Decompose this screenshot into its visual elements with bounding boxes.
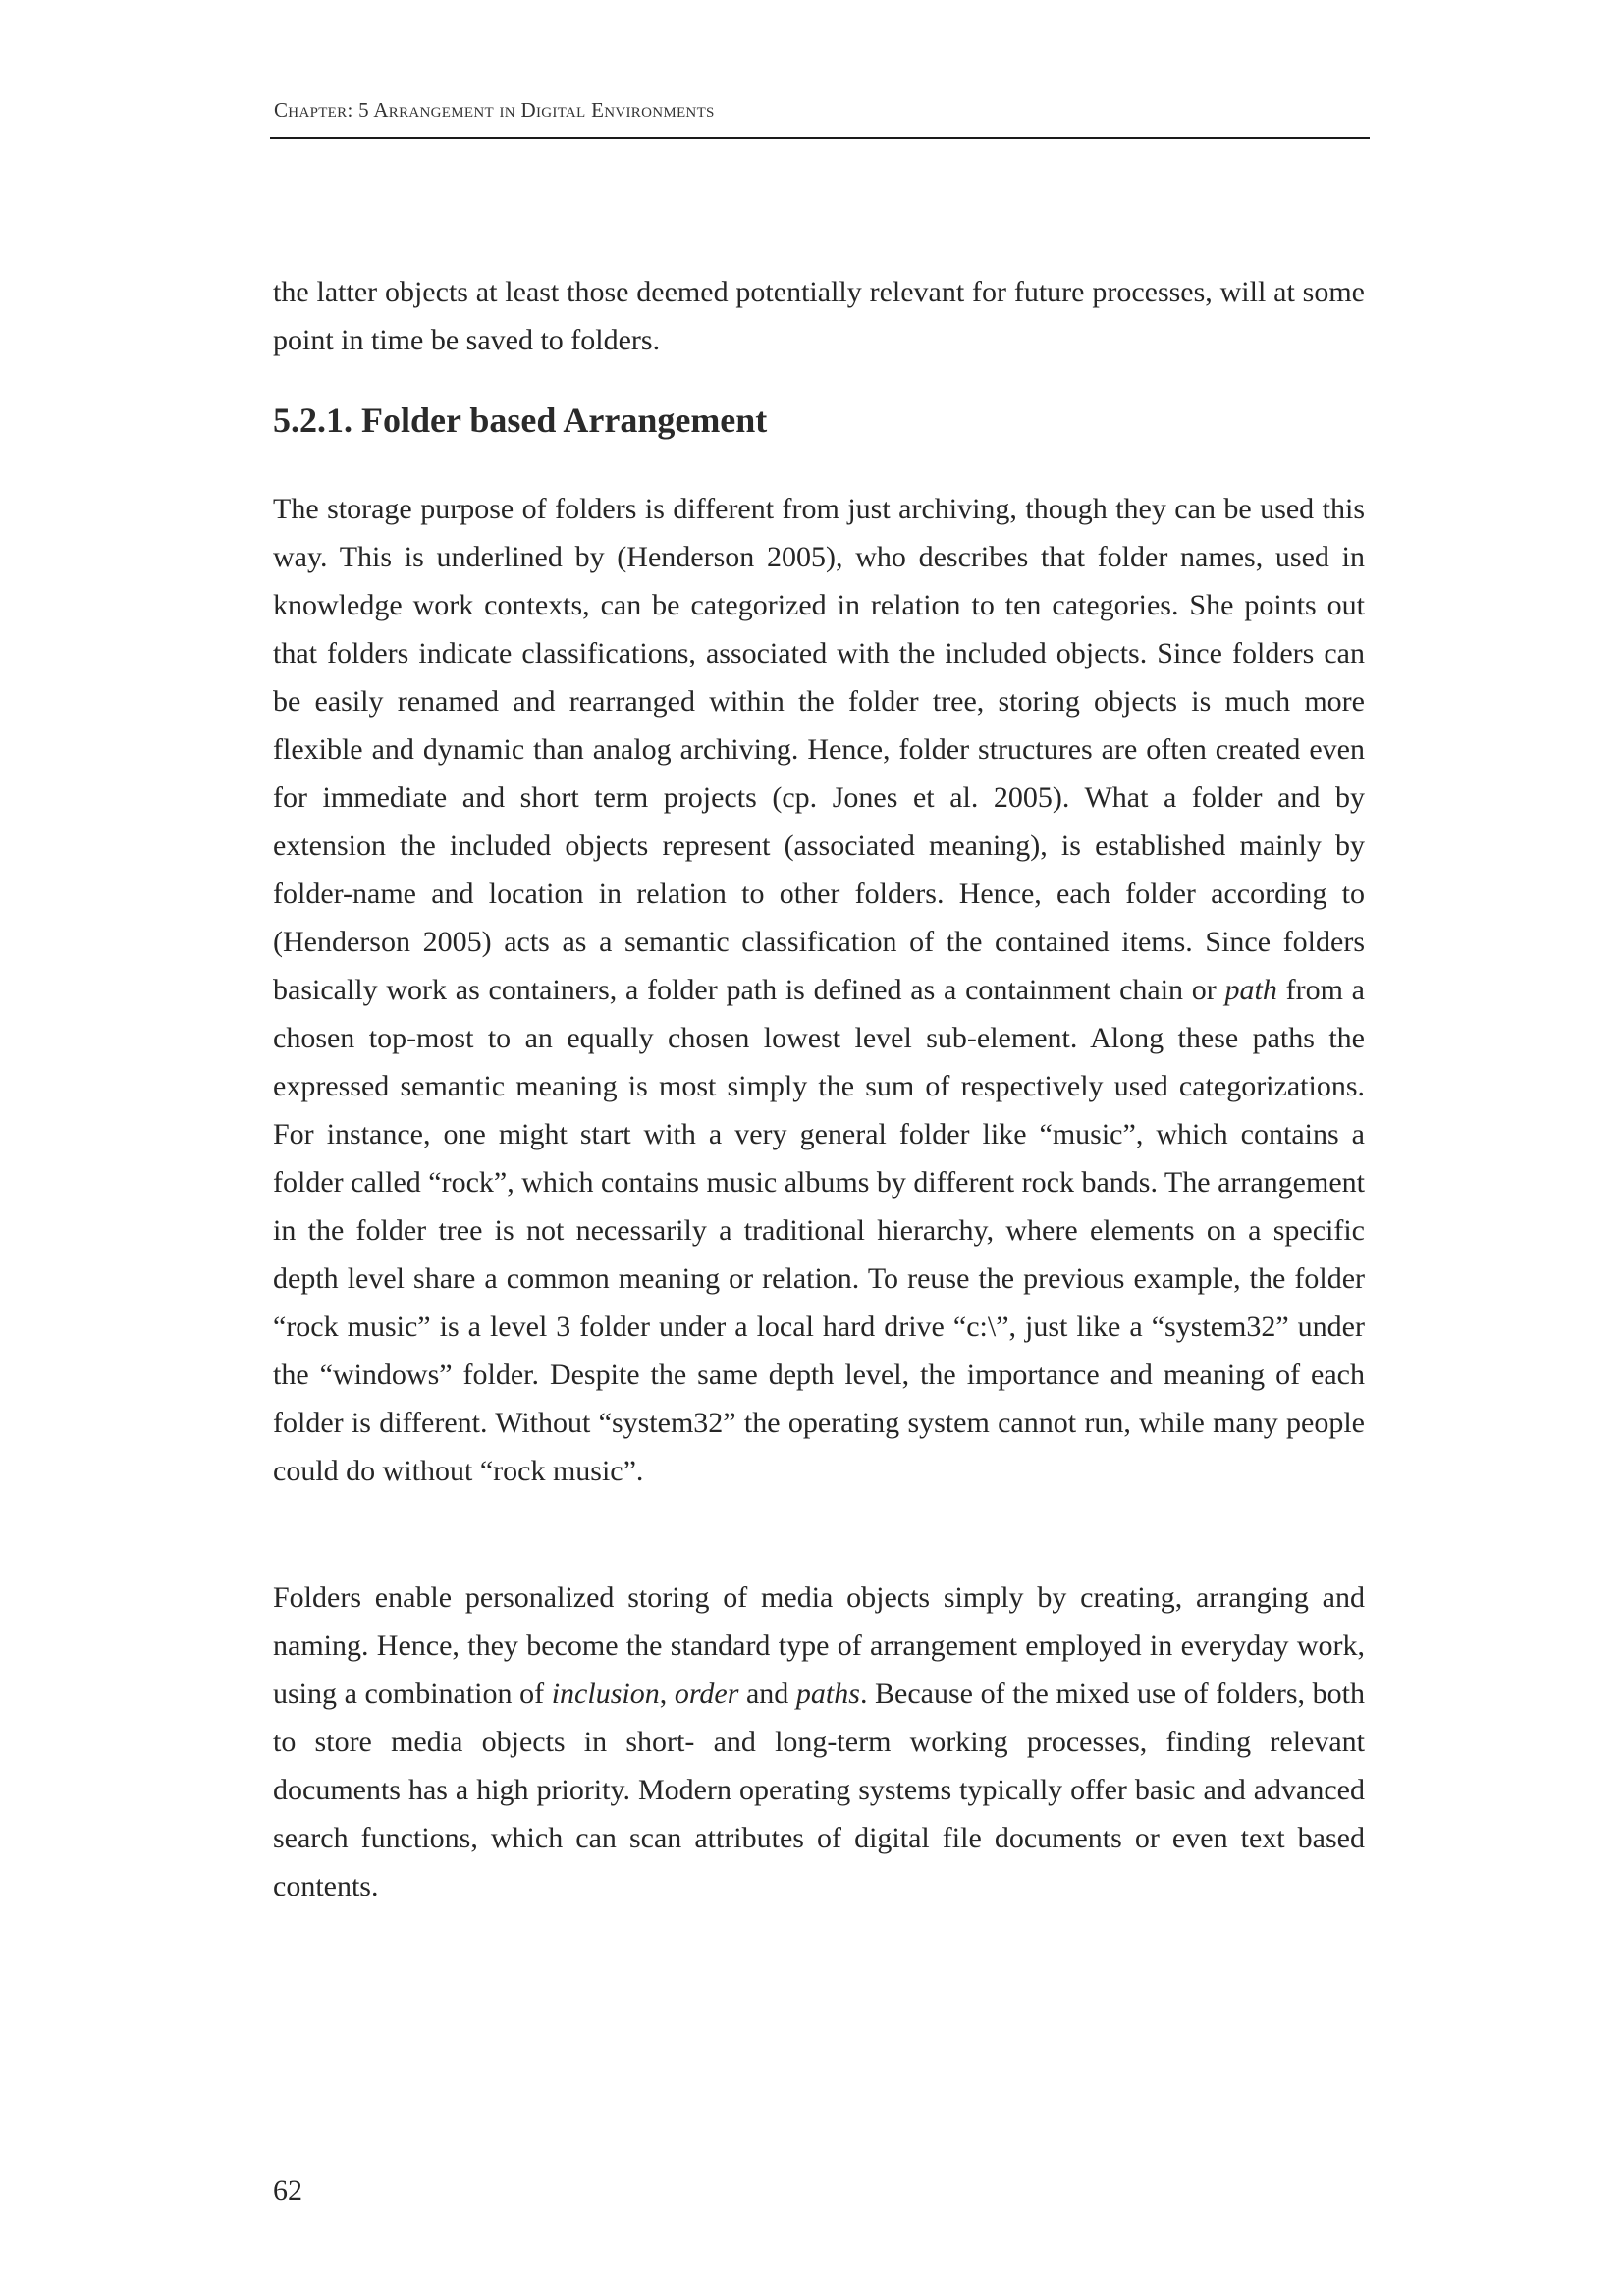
emphasis-inclusion: inclusion — [551, 1678, 660, 1710]
text-run: from a chosen top-most to an equally chosen lowest level sub-element. Along these paths the expressed semantic meaning is most simply the sum of respectively used categorizations. For instance, one might start with a very general folder like “music”, which contains a folder called “rock”, which contains music albums by different rock bands. The arrangement in the folder tree is not necessarily a traditional hierarchy, where elements on a specific depth level share a common meaning or relation. To reuse the previous example, the folder “rock music” is a level 3 folder under a local hard drive “c:\”, just like a “system32” under the “windows” folder. Despite the same depth level, the importance and meaning of each folder is different. Without “system32” the operating system cannot run, while many people could do without “rock music”. — [273, 974, 1365, 1487]
text-run: Folders enable personalized storing of media objects simply by creating, arranging and naming. Hence, they become the standard type of arrangement employed in everyday work, using a combination of — [273, 1581, 1365, 1710]
paragraph-text: the latter objects at least those deemed potentially relevant for future processes, will at some point in time be saved to folders. — [273, 276, 1365, 356]
paragraph-continuation — [273, 268, 1365, 364]
page-number: 62 — [273, 2174, 302, 2207]
running-header-title: Chapter: 5 Arrangement in Digital Environments — [274, 98, 715, 122]
emphasis-path: path — [1224, 974, 1277, 1006]
text-run: The storage purpose of folders is different from just archiving, though they can be used this way. This is underlined by (Henderson 2005), who describes that folder names, used in knowledge work contexts, can be categorized in relation to ten categories. She points out that folders indicate classifications, associated with the included objects. Since folders can be easily renamed and rearranged within the folder tree, storing objects is much more flexible and dynamic than analog archiving. Hence, folder structures are often created even for immediate and short term projects (cp. Jones et al. 2005). What a folder and by extension the included objects represent (associated meaning), is established mainly by folder-name and location in relation to other folders. Hence, each folder according to (Henderson 2005) acts as a semantic classification of the contained items. Since folders basically work as containers, a folder path is defined as a containment chain or — [273, 493, 1365, 1006]
paragraph-text — [273, 485, 1365, 1495]
section-heading: 5.2.1. Folder based Arrangement — [273, 400, 768, 440]
paragraph-text — [273, 1574, 1365, 1910]
emphasis-paths: paths — [795, 1678, 860, 1710]
text-run: and — [738, 1678, 796, 1710]
emphasis-order: order — [674, 1678, 739, 1710]
paragraph-folder-personalized — [273, 1574, 1365, 1910]
text-run: . Because of the mixed use of folders, both to store media objects in short- and long-term working processes, finding relevant documents has a high priority. Modern operating systems typically offer basic and advanced search functions, which can scan attributes of digital file documents or even text based contents. — [273, 1678, 1365, 1902]
running-header — [270, 98, 1370, 139]
text-run: , — [659, 1678, 675, 1710]
paragraph-folder-storage — [273, 485, 1365, 1495]
